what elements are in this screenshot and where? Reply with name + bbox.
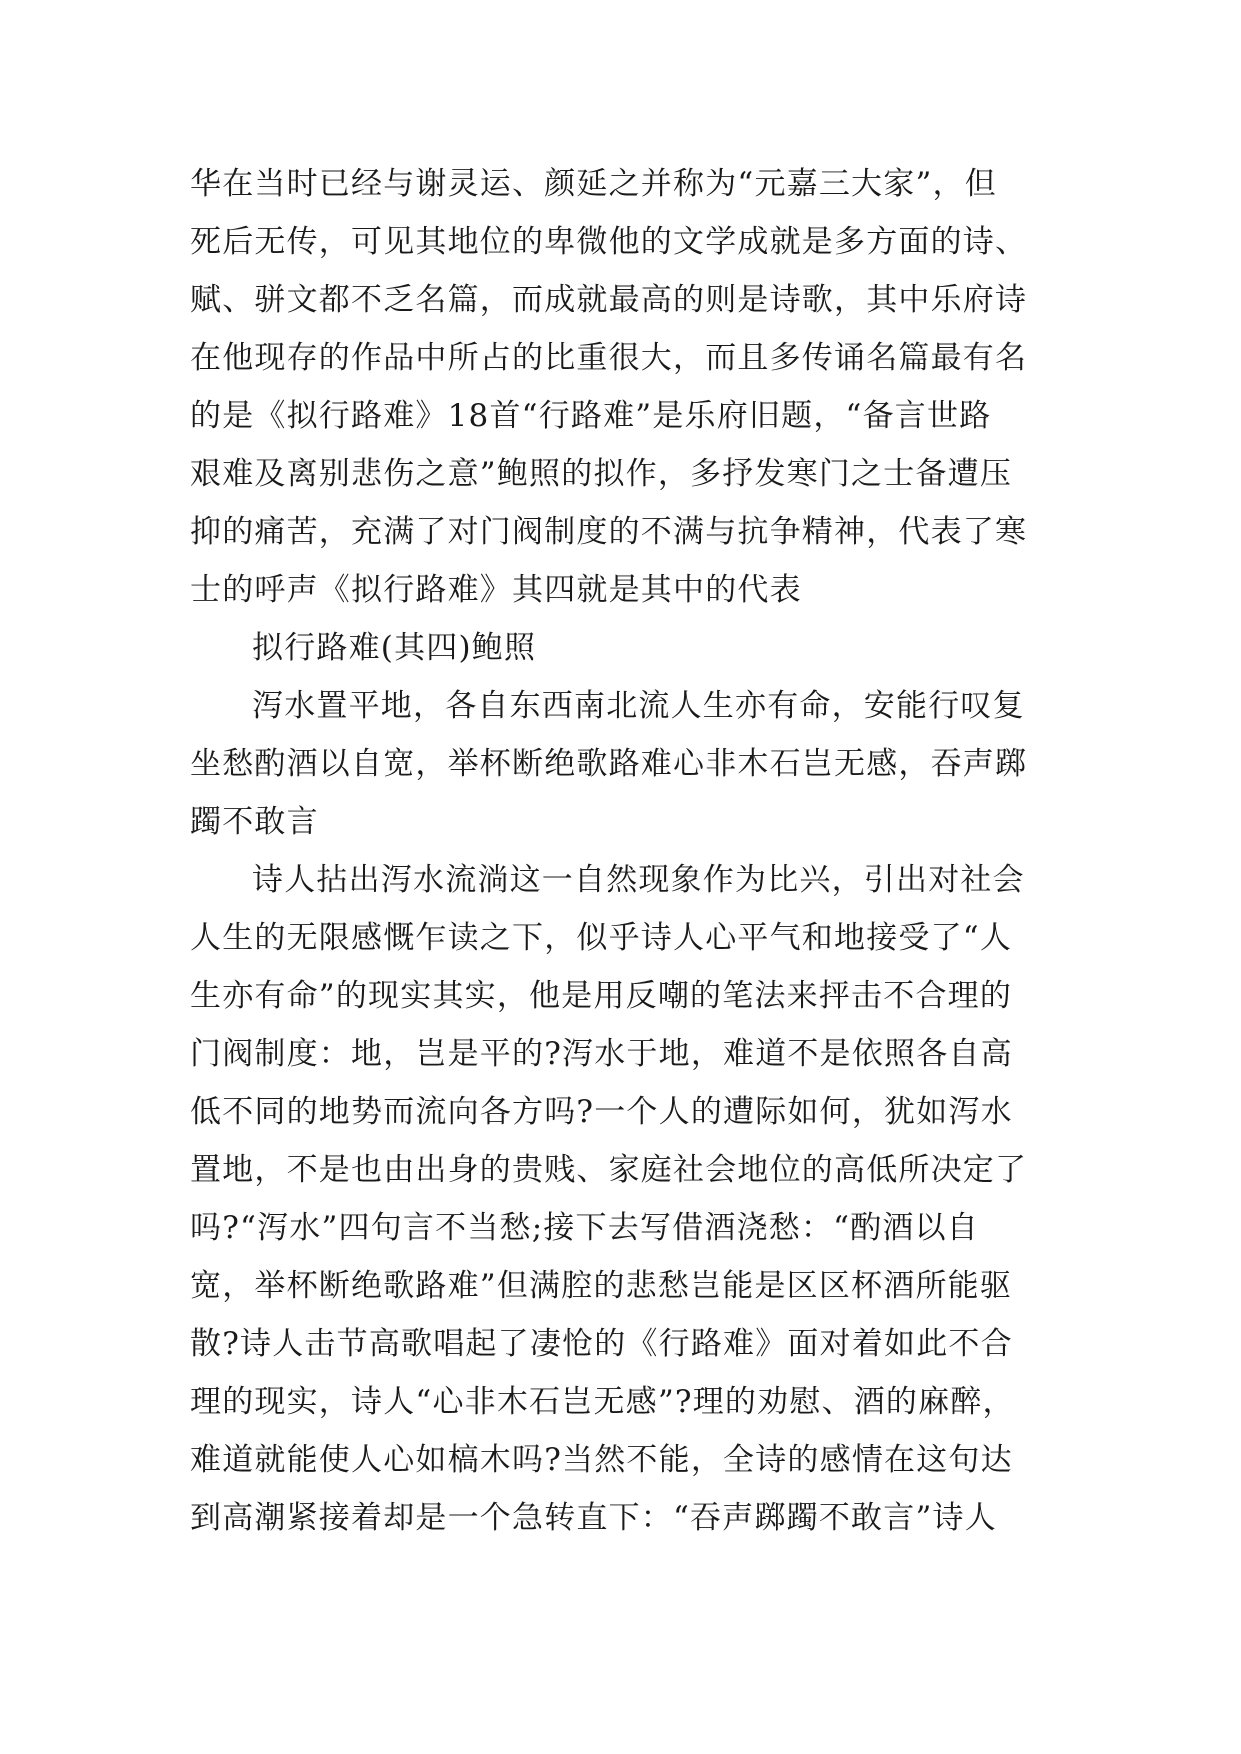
text-line: 华在当时已经与谢灵运、颜延之并称为“元嘉三大家”，但 [190,166,997,202]
text-line: 置地，不是也由出身的贵贱、家庭社会地位的高低所决定了 [190,1152,1028,1188]
text-line: 士的呼声《拟行路难》其四就是其中的代表 [190,572,802,608]
text-line: 赋、骈文都不乏名篇，而成就最高的则是诗歌，其中乐府诗 [190,282,1028,318]
text-line: 吗?“泻水”四句言不当愁;接下去写借酒浇愁：“酌酒以自 [190,1210,980,1246]
text-line: 低不同的地势而流向各方吗?一个人的遭际如何，犹如泻水 [190,1094,1013,1130]
text-line: 理的现实，诗人“心非木石岂无感”?理的劝慰、酒的麻醉， [190,1384,1015,1420]
text-line: 到高潮紧接着却是一个急转直下：“吞声踯躅不敢言”诗人 [190,1500,997,1536]
text-line: 门阀制度：地，岂是平的?泻水于地，难道不是依照各自高 [190,1036,1013,1072]
text-line: 的是《拟行路难》18首“行路难”是乐府旧题，“备言世路 [190,398,992,434]
text-line: 坐愁酌酒以自宽，举杯断绝歌路难心非木石岂无感，吞声踯 [190,746,1028,782]
text-line: 艰难及离别悲伤之意”鲍照的拟作，多抒发寒门之士备遭压 [190,456,1013,492]
text-line: 躅不敢言 [190,804,319,840]
text-line: 生亦有命”的现实其实，他是用反嘲的笔法来抨击不合理的 [190,978,1013,1014]
text-line: 诗人拈出泻水流淌这一自然现象作为比兴，引出对社会 [252,862,1025,898]
body-text [190,155,1090,1547]
text-line: 抑的痛苦，充满了对门阀制度的不满与抗争精神，代表了寒 [190,514,1028,550]
text-line: 在他现存的作品中所占的比重很大，而且多传诵名篇最有名 [190,340,1028,376]
poem-title: 拟行路难(其四)鲍照 [252,630,537,666]
text-line: 难道就能使人心如槁木吗?当然不能，全诗的感情在这句达 [190,1442,1013,1478]
text-line: 泻水置平地，各自东西南北流人生亦有命，安能行叹复 [252,688,1025,724]
text-line: 散?诗人击节高歌唱起了凄怆的《行路难》面对着如此不合 [190,1326,1013,1362]
text-line: 死后无传，可见其地位的卑微他的文学成就是多方面的诗、 [190,224,1028,260]
text-line: 人生的无限感慨乍读之下，似乎诗人心平气和地接受了“人 [190,920,1013,956]
text-line: 宽，举杯断绝歌路难”但满腔的悲愁岂能是区区杯酒所能驱 [190,1268,1013,1304]
